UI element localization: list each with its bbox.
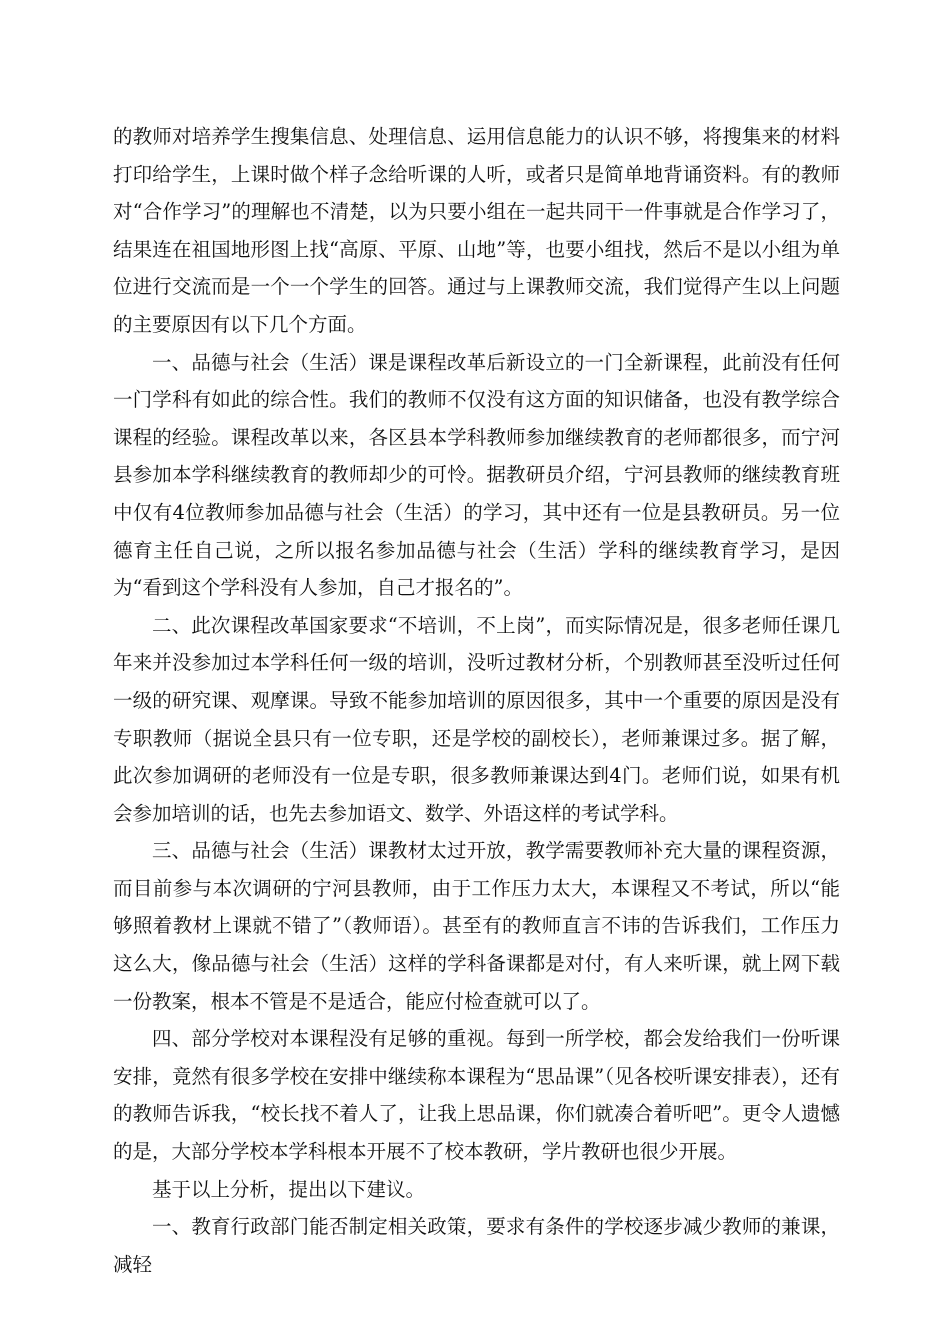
paragraph-continuation: 的教师对培养学生搜集信息、处理信息、运用信息能力的认识不够，将搜集来的材料打印给学生，上课时做个样子念给听课的人听，或者只是简单地背诵资料。有的教师对“合作学习”的理解也不清楚，以为只要小组在一起共同干一件事就是合作学习了，结果连在祖国地形图上找“高原、平原、山地”等，也要小组找，然后不是以小组为单位进行交流而是一个一个学生的回答。通过与上课教师交流，我们觉得产生以上问题的主要原因有以下几个方面。 xyxy=(113,125,840,336)
paragraph-suggestion-intro: 基于以上分析，提出以下建议。 xyxy=(152,1177,426,1201)
paragraph-suggestion-1: 一、教育行政部门能否制定相关政策，要求有条件的学校逐步减少教师的兼课，减轻 xyxy=(113,1215,840,1276)
paragraph-reason-4: 四、部分学校对本课程没有足够的重视。每到一所学校，都会发给我们一份听课安排，竟然有很多学校在安排中继续称本课程为“思品课”（见各校听课安排表），还有的教师告诉我，“校长找不着人了，让我上思品课，你们就凑合着听吧”。更令人遗憾的是，大部分学校本学科根本开展不了校本教研，学片教研也很少开展。 xyxy=(113,1027,840,1164)
paragraph-reason-2: 二、此次课程改革国家要求“不培训，不上岗”，而实际情况是，很多老师任课几年来并没参加过本学科任何一级的培训，没听过教材分析，个别教师甚至没听过任何一级的研究课、观摩课。导致不能参加培训的原因很多，其中一个重要的原因是没有专职教师（据说全县只有一位专职，还是学校的副校长），老师兼课过多。据了解，此次参加调研的老师没有一位是专职，很多教师兼课达到4门。老师们说，如果有机会参加培训的话，也先去参加语文、数学、外语这样的考试学科。 xyxy=(113,613,840,825)
paragraph-reason-1: 一、品德与社会（生活）课是课程改革后新设立的一门全新课程，此前没有任何一门学科有如此的综合性。我们的教师不仅没有这方面的知识储备，也没有教学综合课程的经验。课程改革以来，各区县本学科教师参加继续教育的老师都很多，而宁河县参加本学科继续教育的教师却少的可怜。据教研员介绍，宁河县教师的继续教育班中仅有4位教师参加品德与社会（生活）的学习，其中还有一位是县教研员。另一位德育主任自己说，之所以报名参加品德与社会（生活）学科的继续教育学习，是因为“看到这个学科没有人参加，自己才报名的”。 xyxy=(113,350,840,600)
paragraph-reason-3: 三、品德与社会（生活）课教材太过开放，教学需要教师补充大量的课程资源，而目前参与本次调研的宁河县教师，由于工作压力太大，本课程又不考试，所以“能够照着教材上课就不错了”（教师语）。甚至有的教师直言不讳的告诉我们，工作压力这么大，像品德与社会（生活）这样的学科备课都是对付，有人来听课，就上网下载一份教案，根本不管是不是适合，能应付检查就可以了。 xyxy=(113,839,840,1013)
document-body xyxy=(113,118,840,1283)
